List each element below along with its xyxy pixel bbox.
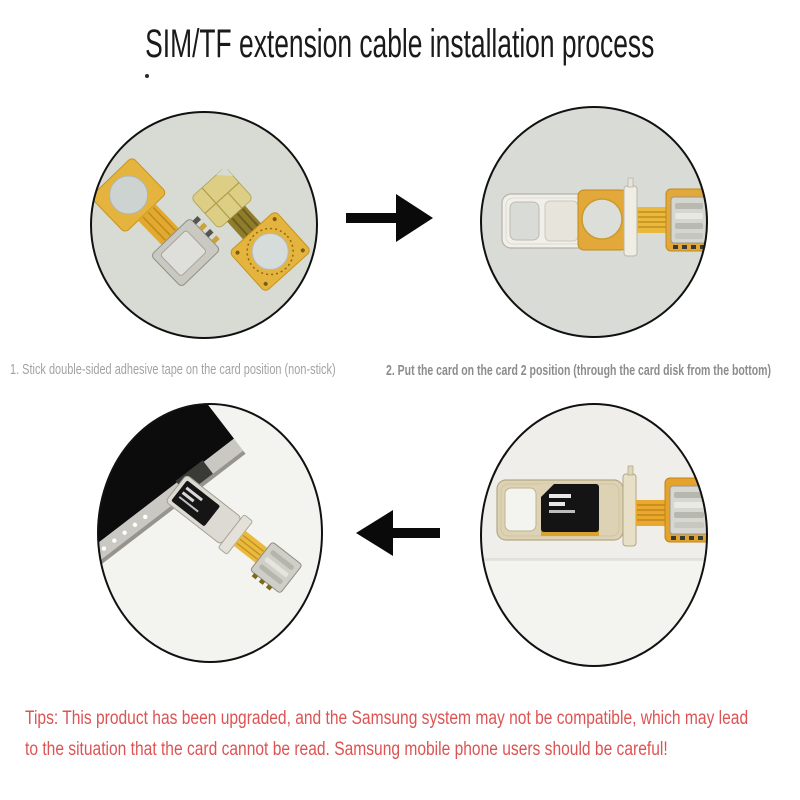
tips-line-1: Tips: This product has been upgraded, and the Samsung system may not be compatible, which may lead (25, 708, 749, 729)
tray-adapter-photo-illustration (478, 104, 710, 340)
step-2-caption: 2. Put the card on the card 2 position (through the card disk from the bottom) (386, 362, 772, 379)
stray-dot (145, 74, 149, 78)
adapters-photo-illustration (88, 110, 320, 340)
step-1-photo (88, 110, 320, 340)
micro-sd-holder-2 (665, 478, 709, 542)
step-3-photo (479, 402, 709, 668)
step-1-caption: 1. Stick double-sided adhesive tape on the card position (non-stick) (10, 361, 336, 378)
orange-adapter (578, 190, 627, 250)
arrow-right-icon (346, 194, 434, 242)
tips-text (25, 703, 795, 765)
tips-line-2: to the situation that the card cannot be read. Samsung mobile phone users should be careful! (25, 739, 668, 760)
phone-insertion-photo-illustration (96, 402, 324, 664)
arrow-left-icon (356, 510, 440, 556)
page-title: SIM/TF extension cable installation process (145, 22, 655, 66)
tray-cap (624, 178, 637, 256)
title-row (0, 22, 800, 66)
step-4-photo (96, 402, 324, 664)
step-2-photo (478, 104, 710, 340)
micro-sd-holder (666, 189, 710, 251)
card-on-tray-photo-illustration (479, 402, 709, 668)
